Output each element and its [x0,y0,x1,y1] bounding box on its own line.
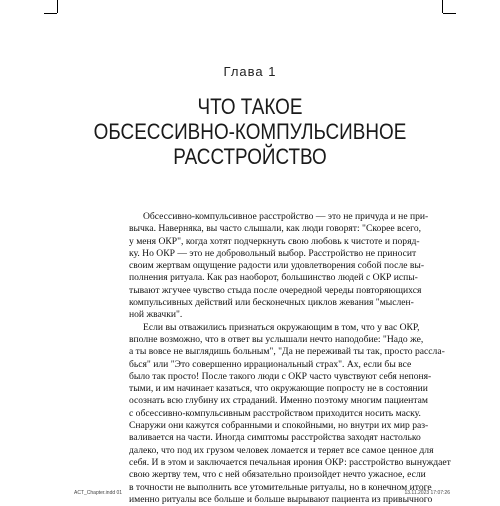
paragraph-line: тывают жгучее чувство стыда после очередной череды повторяющихся [129,284,422,296]
book-page [16,0,484,505]
paragraph-line: вычка. Наверняка, вы часто слышали, как люди говорят: "Скорее всего, [129,223,422,235]
paragraph-line: вполне возможно, что в ответ вы услышали нечто наподобие: "Надо же, [129,333,424,345]
paragraph-line: компульсивных действий или бесконечных циклов жевания "мыслен- [129,297,414,309]
paragraph-line: а ты вовсе не выглядишь больным", "Да не переживай ты так, просто рассла- [129,346,445,358]
crop-mark [442,0,443,13]
paragraph-line: именно ритуалы все больше и больше вырывают пациента из привычного [129,493,433,505]
paragraph-line: ной жвачки". [129,309,183,321]
paragraph-line: тыми, и им начинает казаться, что окружающие попросту не в состоянии [129,383,428,395]
paragraph-line: бься" или "Это совершенно иррациональный страх". Ах, если бы все [129,358,412,370]
chapter-title-line: ЧТО ТАКОЕ [197,94,303,119]
paragraph-line: Снаружи они кажутся собранными и спокойными, но внутри их мир раз- [129,420,429,432]
chapter-title-line: РАССТРОЙСТВО [173,144,327,169]
crop-mark [443,13,456,14]
crop-mark [57,0,58,13]
paragraph-line: себя. И в этом и заключается печальная ирония ОКР: расстройство вынуждает [129,456,451,468]
paragraph-line: осознать всю глубину их страданий. Именно поэтому многим пациентам [129,395,428,407]
paragraph-line: далеко, что под их грузом человек ломается и теряет все самое ценное для [129,444,434,456]
print-slug-left: ACT_Chapter.indd 01 [74,490,123,496]
paragraph-line: свою жертву тем, что с ней обязательно произойдет нечто ужасное, если [129,469,426,481]
paragraph-line: в точности не выполнить все утомительные ритуалы, но в конечном итоге [129,481,432,493]
chapter-number: Глава 1 [223,64,277,79]
crop-mark [44,13,57,14]
paragraph-line: своим жертвам ощущение радости или удовлетворения собой после вы- [129,260,425,272]
paragraph-line: полнения ритуала. Как раз наоборот, большинство людей с ОКР испы- [129,272,418,284]
chapter-title-line: ОБСЕССИВНО-КОМПУЛЬСИВНОЕ [93,119,407,144]
paragraph-line: у меня ОКР", когда хотят подчеркнуть свою любовь к чистоте и поряд- [129,235,420,247]
chapter-title [53,94,446,169]
paragraph-line: Обсессивно-компульсивное расстройство — это не причуда и не при- [143,211,429,222]
paragraph-line: валивается на части. Иногда симптомы расстройства заходят настолько [129,432,421,444]
paragraph-line: было так просто! После такого люди с ОКР часто чувствуют себя непоня- [129,370,432,382]
paragraph-line: с обсессивно-компульсивным расстройством приходится носить маску. [129,407,421,419]
paragraph-line: ку. Но ОКР — это не добровольный выбор. Расстройство не приносит [129,247,417,259]
print-slug-right: 13.11.2023 17:07:26 [404,490,450,496]
paragraph-line: Если вы отважились признаться окружающим в том, что у вас ОКР, [143,321,420,333]
